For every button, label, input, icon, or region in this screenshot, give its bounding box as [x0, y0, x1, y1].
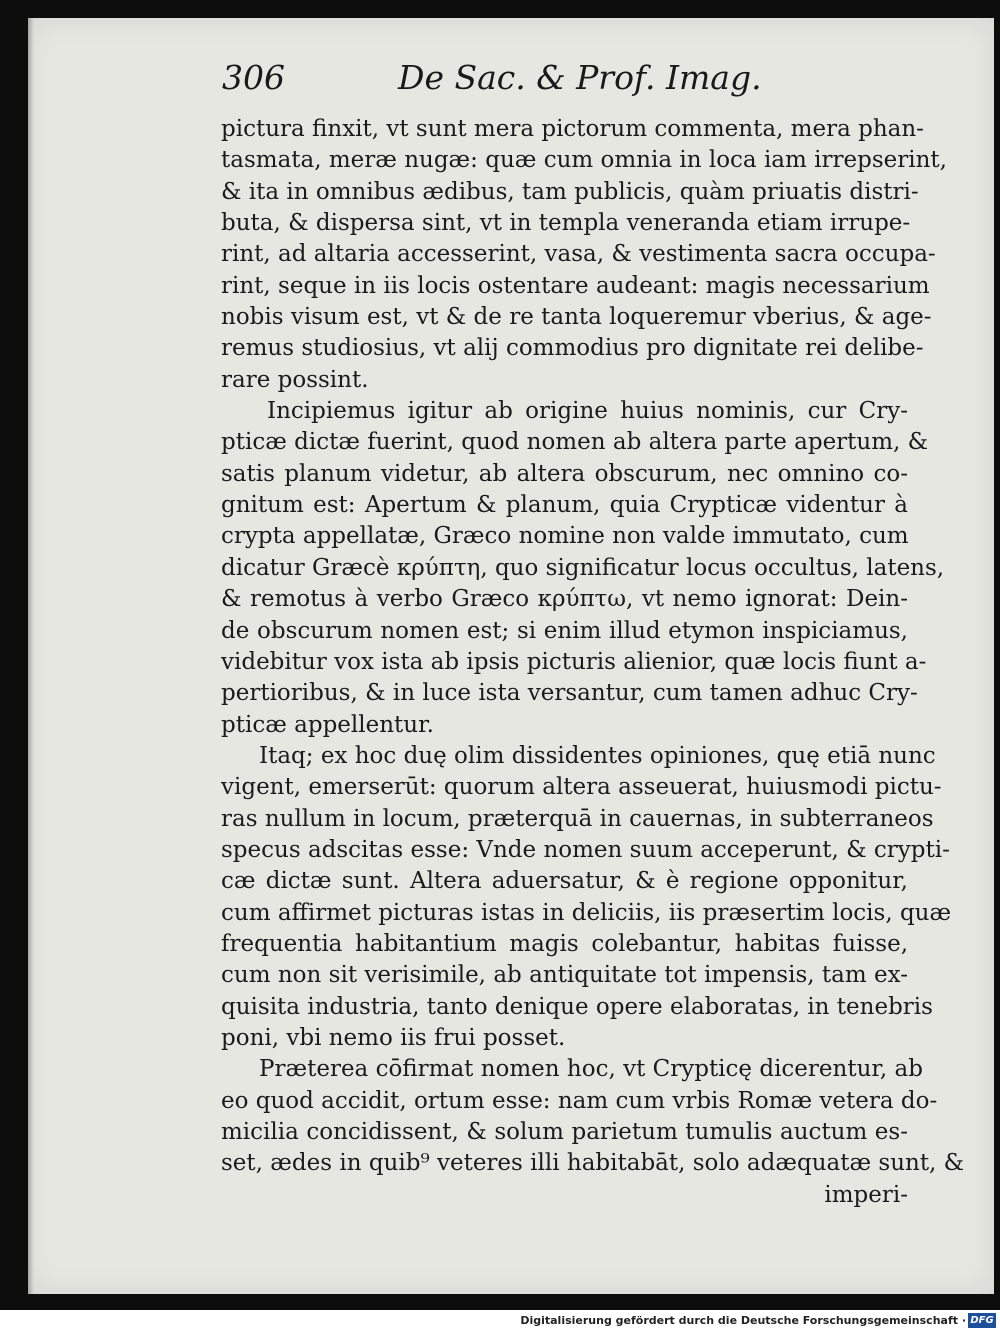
text-line: videbitur vox ista ab ipsis picturis alienior, quæ locis fiunt a- — [221, 648, 927, 675]
text-line: pictura finxit, vt sunt mera pictorum commenta, mera phan- — [221, 116, 924, 142]
text-line: dicatur Græcè κρύπτη, quo significatur locus occultus, latens, — [221, 554, 945, 581]
body-text — [221, 114, 965, 1211]
text-line: vigent, emerserūt: quorum altera asseuerat, huiusmodi pictu- — [221, 774, 942, 801]
text-line: frequentia habitantium magis colebantur, habitas fuisse, — [221, 930, 908, 957]
text-line: pticæ appellentur. — [221, 711, 434, 738]
text-line: crypta appellatæ, Græco nomine non valde immutato, cum — [221, 523, 909, 550]
text-line: pertioribus, & in luce ista versantur, cum tamen adhuc Cry- — [221, 680, 918, 707]
paragraph-first-line: Itaq; ex hoc duę olim dissidentes opiniones, quę etiā nunc — [259, 742, 936, 769]
text-line: satis planum videtur, ab altera obscurum, nec omnino co- — [221, 460, 908, 487]
text-line: nobis visum est, vt & de re tanta loqueremur vberius, & age- — [221, 304, 932, 331]
text-line: set, ædes in quib⁹ veteres illi habitabāt, solo adæquatæ sunt, & — [221, 1150, 965, 1177]
text-line: cæ dictæ sunt. Altera aduersatur, & è regione opponitur, — [221, 868, 908, 895]
text-line: tasmata, meræ nugæ: quæ cum omnia in loca iam irrepserint, — [221, 147, 947, 174]
text-line: poni, vbi nemo iis frui posset. — [221, 1024, 566, 1051]
text-line: specus adscitas esse: Vnde nomen suum acceperunt, & crypti- — [221, 836, 950, 863]
text-line: de obscurum nomen est; si enim illud etymon inspiciamus, — [221, 617, 908, 644]
text-line: pticæ dictæ fuerint, quod nomen ab altera parte apertum, & — [221, 429, 929, 456]
text-line: remus studiosius, vt alij commodius pro dignitate rei delibe- — [221, 335, 924, 362]
digitization-footer — [0, 1310, 1000, 1332]
dfg-logo: DFG — [968, 1313, 996, 1328]
text-line: rint, ad altaria accesserint, vasa, & vestimenta sacra occupa- — [221, 241, 936, 268]
paragraph-first-line: Præterea cōfirmat nomen hoc, vt Crypticę dicerentur, ab — [259, 1056, 923, 1083]
page-header — [222, 58, 762, 108]
funding-credit: Digitalisierung gefördert durch die Deutsche Forschungsgemeinschaft · — [520, 1314, 966, 1327]
text-line: & remotus à verbo Græco κρύπτω, vt nemo ignorat: Dein- — [221, 586, 908, 613]
running-head: De Sac. & Prof. Imag. — [398, 58, 762, 97]
text-line: quisita industria, tanto denique opere elaboratas, in tenebris — [221, 993, 933, 1020]
text-line: cum non sit verisimile, ab antiquitate tot impensis, tam ex- — [221, 962, 908, 989]
text-line: gnitum est: Apertum & planum, quia Crypticæ videntur à — [221, 492, 908, 519]
text-line: cum affirmet picturas istas in deliciis, iis præsertim locis, quæ — [221, 899, 952, 926]
text-line: micilia concidissent, & solum parietum tumulis auctum es- — [221, 1119, 908, 1145]
text-line: rint, seque in iis locis ostentare audeant: magis necessarium — [221, 272, 930, 299]
text-line: ras nullum in locum, præterquā in cauernas, in subterraneos — [221, 805, 934, 832]
page-gutter-shadow — [28, 18, 34, 1294]
page-number: 306 — [222, 58, 285, 97]
text-line: & ita in omnibus ædibus, tam publicis, quàm priuatis distri- — [221, 178, 919, 205]
text-line: buta, & dispersa sint, vt in templa veneranda etiam irrupe- — [221, 210, 911, 237]
catchword: imperi- — [824, 1181, 908, 1208]
text-line: eo quod accidit, ortum esse: nam cum vrbis Romæ vetera do- — [221, 1087, 938, 1114]
text-line: rare possint. — [221, 366, 369, 393]
paragraph-first-line: Incipiemus igitur ab origine huius nominis, cur Cry- — [267, 398, 908, 425]
